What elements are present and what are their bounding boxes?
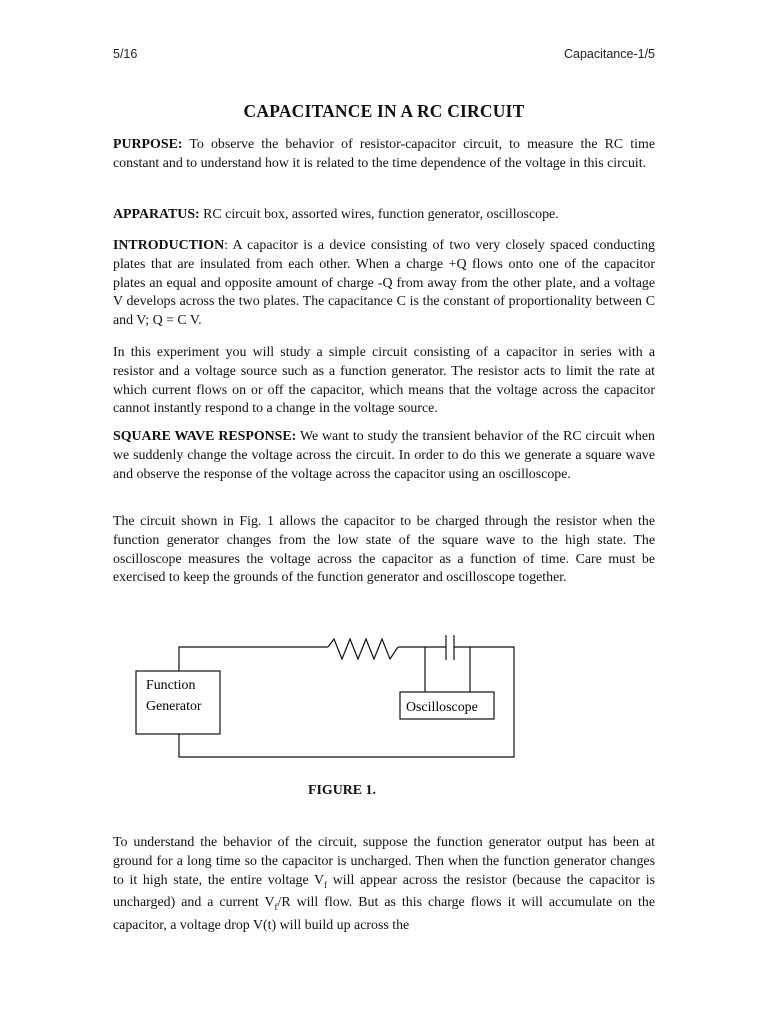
experiment-paragraph: In this experiment you will study a simple circuit consisting of a capacitor in series with a resistor and a voltage source such as a function generator. The resistor acts to limit the rate at which current flows on or off the capacitor, which means that the voltage across the capacitor cannot instantly respond to a change in the voltage source.	[113, 345, 655, 417]
behavior-paragraph	[113, 834, 655, 936]
resistor-symbol	[328, 639, 398, 659]
apparatus-text: RC circuit box, assorted wires, function generator, oscilloscope.	[199, 207, 559, 222]
behavior-text-2: will appear across the resistor (because the capacitor is uncharged) and a current V	[113, 872, 655, 911]
oscilloscope-label: Oscilloscope	[406, 700, 478, 715]
behavior-text-3: /R will flow. But as this charge flows it will accumulate on the capacitor, a voltage drop V(t) will build up across the	[113, 895, 655, 933]
page-number: 5/16	[113, 47, 138, 61]
function-generator-label-line2: Generator	[146, 699, 202, 714]
running-title: Capacitance-1/5	[563, 47, 655, 61]
introduction-label: INTRODUCTION	[113, 238, 225, 253]
square-wave-label: SQUARE WAVE RESPONSE:	[113, 429, 297, 444]
introduction-text: : A capacitor is a device consisting of two very closely spaced conducting plates that are insulated from each other. When a charge +Q flows onto one of the capacitor plates an equal and opposite amount of charge -Q from away from the other plate, and a voltage V develops across the two plates. The capacitance C is the constant of proportionality between C and V; Q = C V.	[113, 238, 655, 329]
apparatus-label: APPARATUS:	[113, 207, 200, 222]
top-wire-left	[179, 647, 328, 671]
subscript-f-1: f	[324, 879, 328, 890]
figure-caption: FIGURE 1.	[308, 783, 376, 798]
square-wave-text: We want to study the transient behavior of the RC circuit when we suddenly change the voltage across the circuit. In order to do this we generate a square wave and observe the response of the voltage across the capacitor using an oscilloscope.	[113, 429, 655, 482]
circuit-paragraph: The circuit shown in Fig. 1 allows the capacitor to be charged through the resistor when the function generator changes from the low state of the square wave to the high state. The oscilloscope measures the voltage across the capacitor as a function of time. Care must be exercised to keep the grounds of the function generator and oscilloscope together.	[113, 514, 655, 586]
behavior-text-1: To understand the behavior of the circuit, suppose the function generator output has been at ground for a long time so the capacitor is uncharged. Then when the function generator changes to it high state, the entire voltage V	[113, 835, 655, 888]
subscript-f-2: f	[274, 901, 278, 912]
function-generator-label-line1: Function	[146, 678, 196, 693]
purpose-label: PURPOSE:	[113, 137, 183, 152]
purpose-text: To observe the behavior of resistor-capacitor circuit, to measure the RC time constant and to understand how it is related to the time dependence of the voltage in this circuit.	[113, 137, 655, 171]
document-title: CAPACITANCE IN A RC CIRCUIT	[243, 101, 525, 121]
